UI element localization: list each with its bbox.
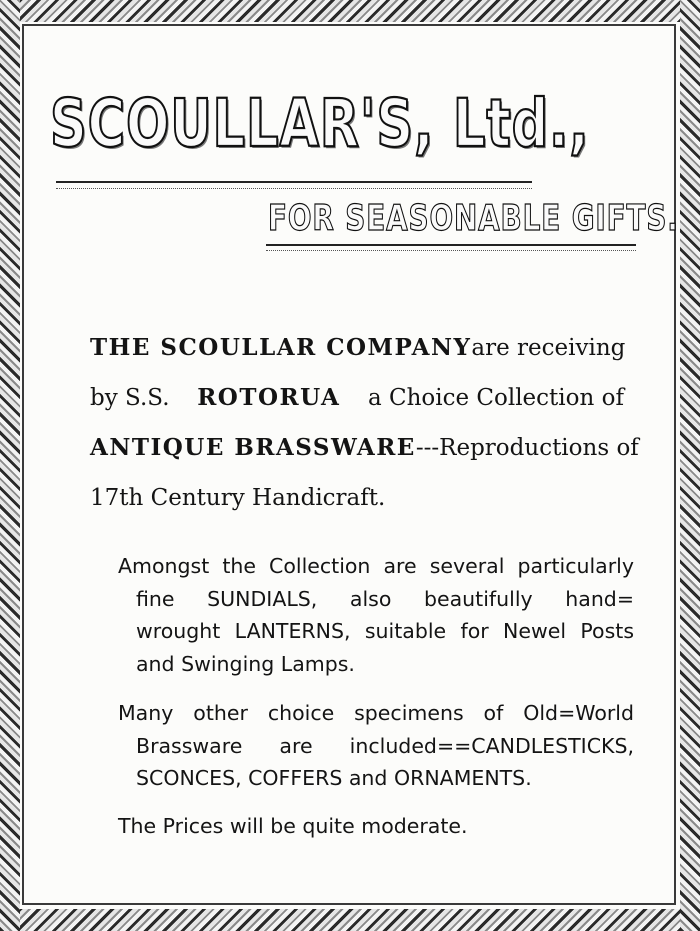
paragraph-line: Brassware are included==CANDLESTICKS, [136,733,634,758]
lead-line-2-prefix: by S.S. [90,385,170,411]
lead-line-1-text: are receiving [471,335,626,361]
paragraph-line: Many other choice specimens of Old=World [118,701,634,725]
subtitle-underline [266,244,636,251]
paragraph-line: SCONCES, COFFERS and ORNAMENTS. [136,766,532,790]
lead-line-4 [90,480,624,530]
paragraph-line: wrought LANTERNS, suitable for Newel Posts [136,619,634,643]
lead-paragraph [90,330,639,530]
paragraph-collection [118,550,634,680]
decorative-border-left [0,0,20,931]
lead-line-1 [90,330,624,380]
lead-line-3-text: ---Reproductions of [415,435,639,461]
decorative-border-top [0,0,700,22]
product-name: ANTIQUE BRASSWARE [90,434,416,461]
paragraph-line: The Prices will be quite moderate. [118,814,468,838]
lead-line-3 [90,430,639,480]
company-name: THE SCOULLAR COMPANY [90,334,472,361]
ship-name: ROTORUA [197,384,341,411]
ad-subtitle: FOR SEASONABLE GIFTS. [268,198,679,239]
decorative-border-bottom [0,909,700,931]
ad-title: SCOULLAR'S, Ltd., [50,85,590,162]
title-underline [56,181,532,189]
lead-line-4-text: 17th Century Handicraft. [90,485,386,511]
paragraph-prices [118,810,634,843]
paragraph-line: fine SUNDIALS, also beautifully hand= [136,586,634,611]
lead-line-2 [90,380,624,430]
lead-line-2-text: a Choice Collection of [367,385,624,411]
paragraph-line: Amongst the Collection are several particularly [118,554,634,578]
decorative-border-right [680,0,700,931]
paragraph-specimens [118,697,634,795]
paragraph-line: and Swinging Lamps. [136,651,355,676]
